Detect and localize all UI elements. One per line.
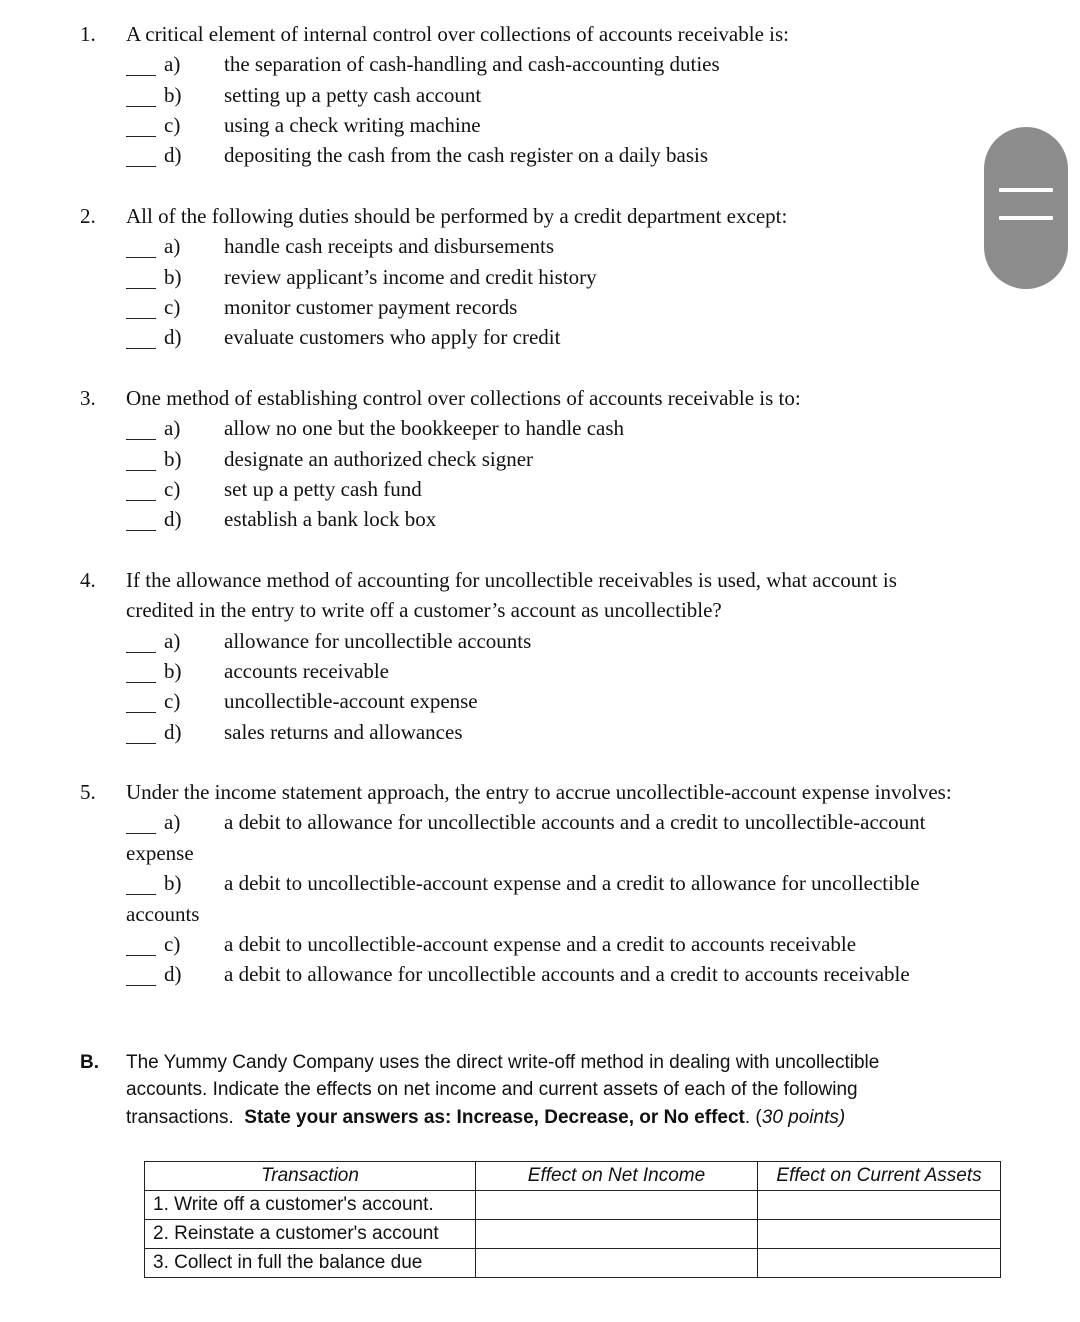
choice-letter: c) (164, 113, 181, 137)
answer-blank-2c[interactable] (126, 300, 156, 319)
choice-letter: c) (164, 932, 181, 956)
table-header-row (145, 1162, 1001, 1191)
question-3-number: 3. (80, 386, 96, 410)
section-b-instructions-line-3 (126, 1107, 845, 1129)
choice-text: set up a petty cash fund (224, 477, 422, 501)
table-row (145, 1220, 1001, 1249)
transaction-cell: 3. Collect in full the balance due (145, 1249, 476, 1278)
instructions-punctuation: . ( (744, 1107, 762, 1128)
answer-blank-1a[interactable] (126, 57, 156, 76)
transaction-cell: 1. Write off a customer's account. (145, 1191, 476, 1220)
answer-blank-5b[interactable] (126, 876, 156, 895)
answer-blank-4b[interactable] (126, 664, 156, 683)
choice-letter: b) (164, 659, 182, 683)
answer-blank-2a[interactable] (126, 239, 156, 258)
choice-letter: b) (164, 265, 182, 289)
section-b-instructions-line-1: The Yummy Candy Company uses the direct write-off method in dealing with uncollectible (126, 1052, 880, 1073)
choice-letter: d) (164, 143, 182, 167)
table-row (145, 1249, 1001, 1278)
answer-blank-1c[interactable] (126, 118, 156, 137)
choice-letter: a) (164, 416, 181, 440)
question-1-number: 1. (80, 22, 96, 46)
choice-text: a debit to uncollectible-account expense and a credit to allowance for uncollectible (224, 871, 920, 895)
answer-blank-4a[interactable] (126, 634, 156, 653)
choice-text: allow no one but the bookkeeper to handle cash (224, 416, 625, 440)
choice-text: establish a bank lock box (224, 507, 437, 531)
choice-text: using a check writing machine (224, 113, 481, 137)
choice-letter: d) (164, 720, 182, 744)
choice-text: a debit to allowance for uncollectible accounts and a credit to uncollectible-account (224, 810, 926, 834)
answer-blank-5c[interactable] (126, 937, 156, 956)
transactions-table (144, 1161, 1001, 1278)
question-4-text-line-2: credited in the entry to write off a customer’s account as uncollectible? (126, 598, 722, 622)
answer-blank-3c[interactable] (126, 482, 156, 501)
current-assets-answer-cell[interactable] (758, 1249, 1001, 1278)
choice-letter: b) (164, 447, 182, 471)
column-header-current-assets: Effect on Current Assets (758, 1162, 1001, 1191)
question-2-text: All of the following duties should be performed by a credit department except: (126, 204, 788, 228)
choice-letter: a) (164, 810, 181, 834)
choice-text-wrap: expense (126, 841, 194, 865)
choice-letter: d) (164, 325, 182, 349)
instructions-text: transactions. (126, 1107, 234, 1128)
choice-text: a debit to uncollectible-account expense and a credit to accounts receivable (224, 932, 857, 956)
choice-text: uncollectible-account expense (224, 689, 478, 713)
instructions-answer-format: State your answers as: Increase, Decrease, or No effect (244, 1107, 745, 1128)
answer-blank-4d[interactable] (126, 725, 156, 744)
question-5-number: 5. (80, 780, 96, 804)
answer-blank-1d[interactable] (126, 148, 156, 167)
choice-letter: c) (164, 689, 181, 713)
answer-blank-2d[interactable] (126, 330, 156, 349)
question-4-text-line-1: If the allowance method of accounting for uncollectible receivables is used, what account is (126, 568, 897, 592)
question-4-number: 4. (80, 568, 96, 592)
column-header-transaction: Transaction (145, 1162, 476, 1191)
choice-letter: a) (164, 629, 181, 653)
question-1-text: A critical element of internal control over collections of accounts receivable is: (126, 22, 789, 46)
transaction-cell: 2. Reinstate a customer's account (145, 1220, 476, 1249)
net-income-answer-cell[interactable] (476, 1249, 758, 1278)
choice-letter: b) (164, 871, 182, 895)
drag-handle-icon (999, 188, 1053, 192)
net-income-answer-cell[interactable] (476, 1220, 758, 1249)
choice-letter: d) (164, 507, 182, 531)
choice-letter: a) (164, 234, 181, 258)
drag-handle-icon (999, 216, 1053, 220)
choice-text: the separation of cash-handling and cash-accounting duties (224, 52, 720, 76)
section-b-label: B. (80, 1052, 99, 1073)
choice-letter: d) (164, 962, 182, 986)
column-header-net-income: Effect on Net Income (476, 1162, 758, 1191)
answer-blank-3b[interactable] (126, 452, 156, 471)
section-b-instructions-line-2: accounts. Indicate the effects on net income and current assets of each of the following (126, 1079, 858, 1100)
choice-letter: c) (164, 295, 181, 319)
choice-text: depositing the cash from the cash register on a daily basis (224, 143, 709, 167)
choice-text: sales returns and allowances (224, 720, 463, 744)
points-note: 30 points) (761, 1107, 846, 1128)
choice-text: review applicant’s income and credit history (224, 265, 597, 289)
current-assets-answer-cell[interactable] (758, 1220, 1001, 1249)
choice-letter: b) (164, 83, 182, 107)
answer-blank-1b[interactable] (126, 88, 156, 107)
choice-text: handle cash receipts and disbursements (224, 234, 555, 258)
question-5-text: Under the income statement approach, the entry to accrue uncollectible-account expense involves: (126, 780, 952, 804)
choice-text: designate an authorized check signer (224, 447, 534, 471)
table-row (145, 1191, 1001, 1220)
drag-handle[interactable] (984, 127, 1068, 289)
choice-letter: a) (164, 52, 181, 76)
choice-letter: c) (164, 477, 181, 501)
choice-text-wrap: accounts (126, 902, 200, 926)
question-3-text: One method of establishing control over collections of accounts receivable is to: (126, 386, 801, 410)
choice-text: evaluate customers who apply for credit (224, 325, 561, 349)
question-2-number: 2. (80, 204, 96, 228)
choice-text: monitor customer payment records (224, 295, 518, 319)
choice-text: allowance for uncollectible accounts (224, 629, 532, 653)
answer-blank-3a[interactable] (126, 421, 156, 440)
answer-blank-5a[interactable] (126, 815, 156, 834)
choice-text: setting up a petty cash account (224, 83, 482, 107)
choice-text: accounts receivable (224, 659, 389, 683)
answer-blank-2b[interactable] (126, 270, 156, 289)
answer-blank-3d[interactable] (126, 512, 156, 531)
choice-text: a debit to allowance for uncollectible accounts and a credit to accounts receivable (224, 962, 910, 986)
answer-blank-4c[interactable] (126, 694, 156, 713)
net-income-answer-cell[interactable] (476, 1191, 758, 1220)
current-assets-answer-cell[interactable] (758, 1191, 1001, 1220)
answer-blank-5d[interactable] (126, 967, 156, 986)
